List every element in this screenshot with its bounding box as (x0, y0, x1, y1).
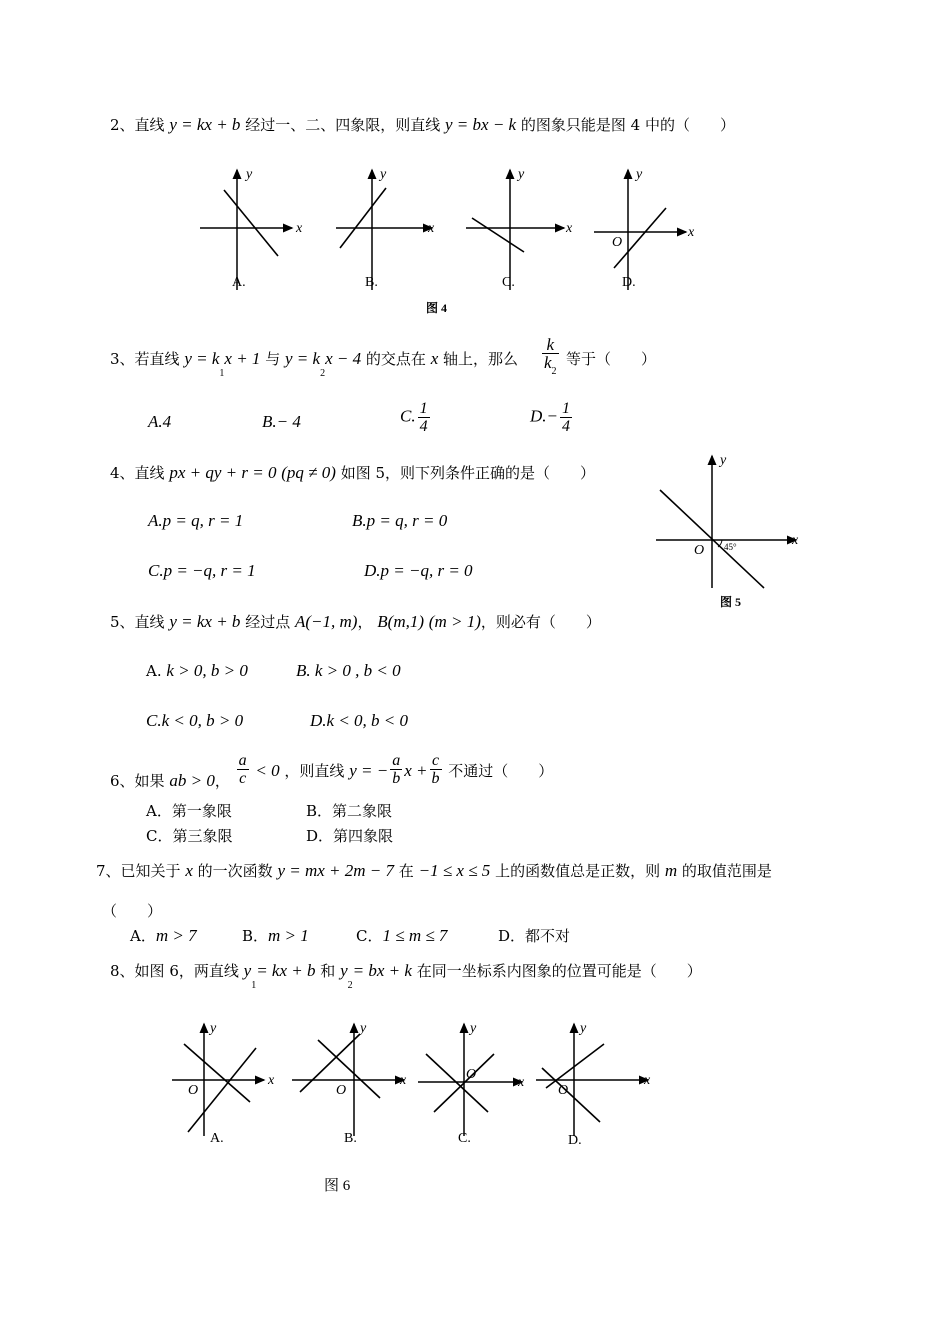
option-label: B. (344, 1131, 357, 1146)
axis-x-label: x (518, 1075, 525, 1090)
q3-xvar: x (430, 349, 439, 368)
q3-option-c-label: C. (400, 406, 416, 426)
q5-option-c: C.k < 0, b > 0 (146, 711, 244, 730)
q7-option-b (242, 927, 309, 945)
q7-option-b-text: m > 1 (268, 926, 309, 945)
axis-y-label: y (210, 1021, 217, 1036)
option-label: A. (210, 1131, 224, 1146)
question-number: 2、 (110, 116, 135, 134)
q3-option-d (530, 400, 574, 435)
q3-eq1-sub: 1 (219, 368, 225, 379)
axis-y-label: y (470, 1021, 477, 1036)
q6-separator: ， (214, 771, 230, 790)
option-label: A. (232, 275, 246, 290)
q3-stem (110, 349, 519, 379)
origin-label: O (694, 543, 705, 558)
axis-y-label: y (246, 167, 253, 182)
q7-mvar: m (664, 861, 678, 880)
figure-4 (190, 160, 710, 330)
q6-text-mid: ，则直线 (284, 761, 345, 780)
figure-6-graph-c (418, 1021, 525, 1146)
question-number: 8、 (110, 962, 135, 980)
q6-option-d: D．第四象限 (306, 827, 394, 845)
q3-option-d-den: 4 (562, 418, 570, 435)
q3-text-mid2: 的交点在 (365, 350, 426, 368)
q3-eq2-a: y = k (285, 349, 321, 368)
figure-6-graph-b (292, 1021, 407, 1146)
q4-stem (110, 464, 595, 482)
q5-stem (110, 613, 601, 631)
q6-frac2-den: b (392, 770, 401, 787)
q5-separator: ， (357, 613, 373, 631)
origin-label: O (466, 1067, 477, 1082)
q6-option-a: A．第一象限 (146, 802, 232, 820)
q2-text-mid: 经过一、二、四象限，则直线 (245, 116, 441, 134)
axis-y-label: y (360, 1021, 367, 1036)
q8-y1: y (243, 961, 252, 980)
q5-option-a-text: k > 0, b > 0 (166, 661, 248, 680)
q3-text-pre: 若直线 (134, 350, 180, 368)
question-number: 5、 (110, 613, 135, 631)
q5-text-post: ，则必有（ ） (480, 613, 601, 631)
q3-text-mid3: 轴上，那么 (443, 350, 519, 368)
q2-stem (110, 116, 735, 134)
axis-y-label: y (580, 1021, 587, 1036)
q3-option-c-num: 1 (419, 400, 428, 417)
option-label: D. (622, 275, 636, 290)
q3-option-b: B.− 4 (262, 412, 301, 431)
question-number: 4、 (110, 464, 135, 482)
q7-range: −1 ≤ x ≤ 5 (418, 861, 491, 880)
option-label: B. (365, 275, 378, 290)
q2-text-pre: 直线 (134, 116, 165, 134)
q3-text-post: 等于（ ） (566, 350, 657, 368)
option-label: C. (458, 1131, 471, 1146)
q8-y2-sub: 2 (347, 980, 353, 991)
q8-text-mid: 和 (320, 962, 336, 980)
q5-option-a-label: A. (146, 662, 162, 680)
q5-point-a: A(−1, m) (295, 612, 358, 631)
figure-6-caption: 图 6 (324, 1178, 351, 1194)
q3-eq2-b: x − 4 (325, 349, 362, 368)
q6-option-b: B．第二象限 (306, 802, 393, 820)
q7-text-mid2: 在 (398, 862, 414, 880)
q7-text-mid1: 的一次函数 (197, 862, 273, 880)
q5-option-a (146, 662, 248, 680)
q6-equation-1: ab > 0 (169, 770, 215, 790)
q4-condition: (pq ≠ 0) (281, 463, 336, 482)
question-number: 6、 (110, 771, 135, 790)
q2-text-post: 的图象只能是图 4 中的（ ） (520, 116, 735, 134)
q7-option-a (130, 927, 197, 945)
origin-label: O (612, 235, 623, 250)
q6-frac1-den: c (239, 770, 247, 787)
q6-frac2-num: a (392, 752, 401, 769)
q7-option-c-label: C． (356, 927, 383, 945)
q5-equation: y = kx + b (169, 612, 241, 631)
q6-text-pre: 如果 (134, 771, 165, 790)
q8-y2: y (340, 961, 348, 980)
q7-text-post: 的取值范围是 (681, 862, 772, 880)
q3-eq1-b: x + 1 (224, 349, 261, 368)
option-label: C. (502, 275, 515, 290)
q8-y1-sub: 1 (251, 980, 257, 991)
figure-5-caption: 图 5 (720, 595, 742, 609)
q6-frac3-num: c (430, 752, 442, 770)
q6-less-than: < 0 (255, 760, 280, 780)
figure-6-graph-a (172, 1021, 275, 1146)
q6-equation-2-mid: x + (404, 760, 428, 780)
q4-option-a: A.p = q, r = 1 (148, 511, 244, 530)
q7-text-mid3: 上的函数值总是正数，则 (495, 862, 661, 880)
q7-option-c (356, 927, 447, 945)
q5-condition: (m > 1) (428, 612, 481, 631)
q3-option-a: A.4 (148, 412, 172, 431)
angle-label: 45° (724, 542, 737, 552)
axis-x-label: x (688, 225, 695, 240)
q3-option-c-den: 4 (419, 418, 428, 435)
q7-option-a-text: m > 7 (155, 926, 197, 945)
q4-text-pre: 直线 (134, 464, 165, 482)
figure-6 (168, 1018, 668, 1198)
q7-option-d: D．都不对 (498, 927, 571, 945)
figure-6-graph-d (536, 1021, 651, 1148)
origin-label: O (188, 1083, 199, 1098)
q7-text-pre: 7、已知关于 (96, 862, 181, 880)
q3-fraction (540, 335, 561, 377)
q5-option-d: D.k < 0, b < 0 (310, 711, 409, 730)
q6-stem (110, 752, 554, 790)
q5-text-mid: 经过点 (245, 613, 291, 631)
q3-frac-den: k (544, 353, 552, 372)
axis-x-label: x (428, 221, 435, 236)
q3-eq1-a: y = k (184, 349, 220, 368)
q6-option-c: C．第三象限 (146, 827, 233, 845)
q4-equation: px + qy + r = 0 (169, 463, 277, 482)
axis-y-label: y (636, 167, 643, 182)
axis-y-label: y (518, 167, 525, 182)
q3-eq2-sub: 2 (320, 368, 326, 379)
q8-stem (110, 961, 702, 991)
q7-answer-blank: （ ） (102, 902, 163, 920)
axis-x-label: x (792, 533, 799, 548)
q3-stem-end (566, 350, 656, 368)
q3-text-mid1: 与 (265, 350, 281, 368)
q3-option-c (400, 400, 432, 435)
q3-option-d-num: 1 (562, 400, 570, 417)
q7-equation: y = mx + 2m − 7 (277, 861, 395, 880)
q6-equation-2-pre: y = − (349, 760, 389, 780)
q3-frac-den-sub: 2 (551, 366, 557, 377)
axis-x-label: x (400, 1073, 407, 1088)
axis-x-label: x (268, 1073, 275, 1088)
q7-stem (96, 862, 772, 880)
figure-4-graph-a (200, 167, 303, 290)
q5-point-b: B(m,1) (377, 612, 425, 631)
figure-4-graph-c (466, 167, 573, 290)
q2-equation-1: y = kx + b (169, 115, 241, 134)
q6-text-post: 不通过（ ） (448, 761, 554, 780)
q2-equation-2: y = bx − k (445, 115, 517, 134)
option-label: D. (568, 1133, 582, 1148)
figure-4-caption: 图 4 (426, 301, 448, 315)
q8-equation-1: = kx + b (256, 961, 316, 980)
q5-text-pre: 直线 (134, 613, 165, 631)
origin-label: O (336, 1083, 347, 1098)
q8-text-post: 在同一坐标系内图象的位置可能是（ ） (416, 962, 702, 980)
q3-option-d-label: D.− (530, 406, 558, 426)
figure-4-graph-d (594, 167, 695, 290)
q4-option-b: B.p = q, r = 0 (352, 511, 448, 530)
q4-text-post: 如图 5，则下列条件正确的是（ ） (340, 464, 596, 482)
origin-label: O (558, 1083, 569, 1098)
q7-option-a-label: A． (130, 927, 156, 945)
q4-option-c: C.p = −q, r = 1 (148, 561, 256, 580)
q6-frac1-num: a (238, 752, 247, 769)
axis-x-label: x (296, 221, 303, 236)
axis-y-label: y (380, 167, 387, 182)
figure-4-graph-b (336, 167, 435, 290)
q7-xvar: x (185, 861, 193, 880)
q7-option-b-label: B． (242, 927, 269, 945)
question-number: 3、 (110, 350, 135, 368)
q6-frac3-den: b (431, 770, 440, 787)
axis-x-label: x (644, 1073, 651, 1088)
q8-equation-2: = bx + k (352, 961, 412, 980)
q8-text-pre: 如图 6，两直线 (134, 962, 239, 980)
q3-frac-num: k (542, 336, 559, 354)
axis-x-label: x (566, 221, 573, 236)
figure-5 (650, 450, 810, 615)
q4-option-d: D.p = −q, r = 0 (364, 561, 473, 580)
q7-option-c-text: 1 ≤ m ≤ 7 (382, 926, 448, 945)
q5-option-b: B. k > 0 , b < 0 (296, 661, 401, 680)
axis-y-label: y (720, 453, 727, 468)
